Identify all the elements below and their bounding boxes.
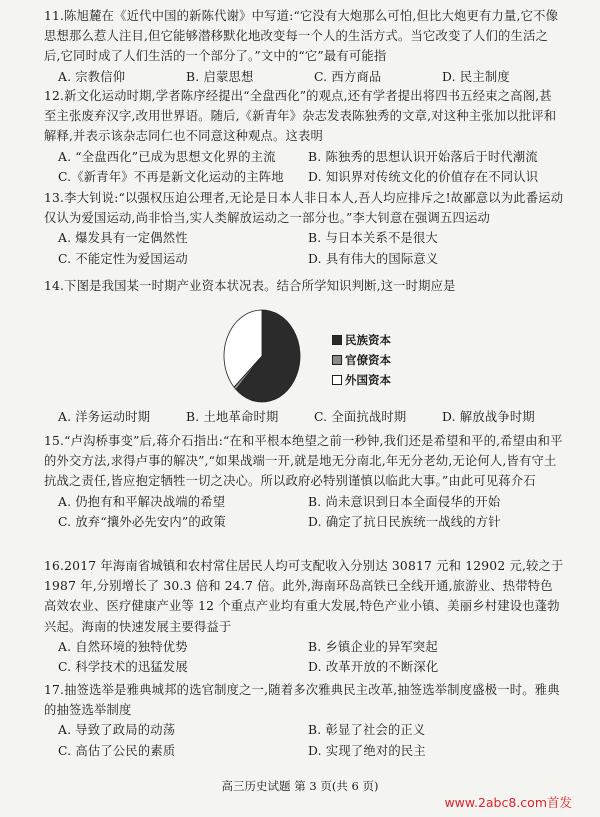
legend-swatch xyxy=(332,375,342,385)
question-stem: 15.“卢沟桥事变”后,蒋介石指出:“在和平根本绝望之前一秒钟,我们还是希望和平的,希望由和平的外交方法,求得卢事的解决”,“如果战端一开,就是地无分南北,年无分老幼,无论何人,皆有守土抗战之责任,皆应抱定牺牲一切之决心。所以政府必特别谨慎以临此大事。”由此可见蒋介石 xyxy=(44,434,563,489)
legend-label: 官僚资本 xyxy=(345,353,391,367)
option-a[interactable]: A. “全盘西化”已成为思想文化界的主流 xyxy=(58,149,276,164)
option-c[interactable]: C.《新青年》不再是新文化运动的主阵地 xyxy=(58,169,284,184)
page-footer: 高三历史试题 第 3 页(共 6 页) xyxy=(221,779,379,793)
legend-item xyxy=(332,352,391,368)
options xyxy=(58,720,564,760)
question-stem: 11.陈旭麓在《近代中国的新陈代谢》中写道:“它没有大炮那么可怕,但比大炮更有力量,它不像思想那么惹人注目,但它能够潜移默化地改变每一个人的生活方式。当它改变了人们的生活之后,它同时成了人们生活的一个部分了。”文中的“它”最有可能指 xyxy=(44,9,559,64)
option-c[interactable]: C. 不能定性为爱国运动 xyxy=(58,251,188,266)
question-15 xyxy=(44,431,564,532)
question-11 xyxy=(44,6,564,87)
question-12 xyxy=(44,86,564,187)
option-b[interactable]: B. 尚未意识到日本全面侵华的开始 xyxy=(308,494,501,509)
option-d[interactable]: D. 具有伟大的国际意义 xyxy=(308,251,439,266)
legend-item xyxy=(332,332,391,348)
question-stem: 17.抽签选举是雅典城邦的选官制度之一,随着多次雅典民主改革,抽签选举制度盛极一时。雅典的抽签选举制度 xyxy=(44,683,560,718)
option-a[interactable]: A. 洋务运动时期 xyxy=(58,410,151,424)
option-b[interactable]: B. 彰显了社会的正义 xyxy=(308,723,426,738)
question-stem: 14.下图是我国某一时期产业资本状况表。结合所学知识判断,这一时期应是 xyxy=(44,279,456,293)
options xyxy=(58,147,564,187)
option-a[interactable]: A. 爆发具有一定偶然性 xyxy=(58,231,188,246)
option-a[interactable]: A. 导致了政局的动荡 xyxy=(58,723,176,738)
legend-swatch xyxy=(332,335,342,345)
option-a[interactable]: A. 宗教信仰 xyxy=(58,69,126,84)
capital-pie-chart xyxy=(222,306,422,406)
option-c[interactable]: C. 科学技术的迅猛发展 xyxy=(58,660,188,675)
pie-svg xyxy=(222,306,302,406)
watermark-link[interactable]: www.2abc8.com首发 xyxy=(444,795,572,810)
option-d[interactable]: D. 改革开放的不断深化 xyxy=(308,660,439,675)
option-c[interactable]: C. 放弃“攘外必先安内”的政策 xyxy=(58,514,226,529)
option-d[interactable]: D. 实现了绝对的民主 xyxy=(308,743,426,758)
option-b[interactable]: B. 陈独秀的思想认识开始落后于时代潮流 xyxy=(308,149,538,164)
option-d[interactable]: D. 民主制度 xyxy=(442,69,510,84)
option-c[interactable]: C. 西方商品 xyxy=(314,69,382,84)
option-d[interactable]: D. 确定了抗日民族统一战线的方针 xyxy=(308,514,501,529)
option-b[interactable]: B. 与日本关系不是很大 xyxy=(308,231,438,246)
question-14 xyxy=(44,276,564,296)
options xyxy=(58,492,564,532)
question-14-options xyxy=(44,407,564,427)
legend-swatch xyxy=(332,355,342,365)
option-b[interactable]: B. 启蒙思想 xyxy=(186,69,254,84)
options xyxy=(58,407,564,427)
legend-label: 外国资本 xyxy=(345,373,391,387)
question-stem: 13.李大钊说:“以强权压迫公理者,无论是日本人非日本人,吾人均应排斥之!故鄙意以为此番运动仅认为爱国运动,尚非恰当,实人类解放运动之一部分也。”李大钊意在强调五四运动 xyxy=(44,191,564,226)
options xyxy=(58,637,564,677)
question-13 xyxy=(44,188,564,269)
option-c[interactable]: C. 高估了公民的素质 xyxy=(58,743,176,758)
legend-item xyxy=(332,372,391,388)
option-c[interactable]: C. 全面抗战时期 xyxy=(314,410,407,424)
question-16 xyxy=(44,556,564,677)
question-stem: 16.2017 年海南省城镇和农村常住居民人均可支配收入分别达 30817 元和 12902 元,较之于 1987 年,分别增长了 30.3 倍和 24.7 倍。此外,海南环岛高铁已全线开通,旅游业、热带特色高效农业、医疗健康产业等 12 个重点产业均有重大发展,特色产业小镇、美丽乡村建设也蓬勃兴起。海南的快速发展主要得益于 xyxy=(44,559,564,634)
option-a[interactable]: A. 仍抱有和平解决战端的希望 xyxy=(58,494,226,509)
question-stem: 12.新文化运动时期,学者陈序经提出“全盘西化”的观点,还有学者提出将四书五经束之高阁,甚至主张废弃汉字,改用世界语。随后,《新青年》杂志发表陈独秀的文章,对这种主张加以批评和解释,并表示该杂志同仁也不同意这种观点。这表明 xyxy=(44,89,557,144)
options xyxy=(58,228,564,268)
option-d[interactable]: D. 知识界对传统文化的价值存在不同认识 xyxy=(308,169,539,184)
legend-label: 民族资本 xyxy=(345,333,391,347)
question-17 xyxy=(44,680,564,761)
option-b[interactable]: B. 土地革命时期 xyxy=(186,410,279,424)
option-d[interactable]: D. 解放战争时期 xyxy=(442,410,535,424)
option-a[interactable]: A. 自然环境的独特优势 xyxy=(58,639,188,654)
option-b[interactable]: B. 乡镇企业的异军突起 xyxy=(308,639,438,654)
options xyxy=(58,67,564,87)
